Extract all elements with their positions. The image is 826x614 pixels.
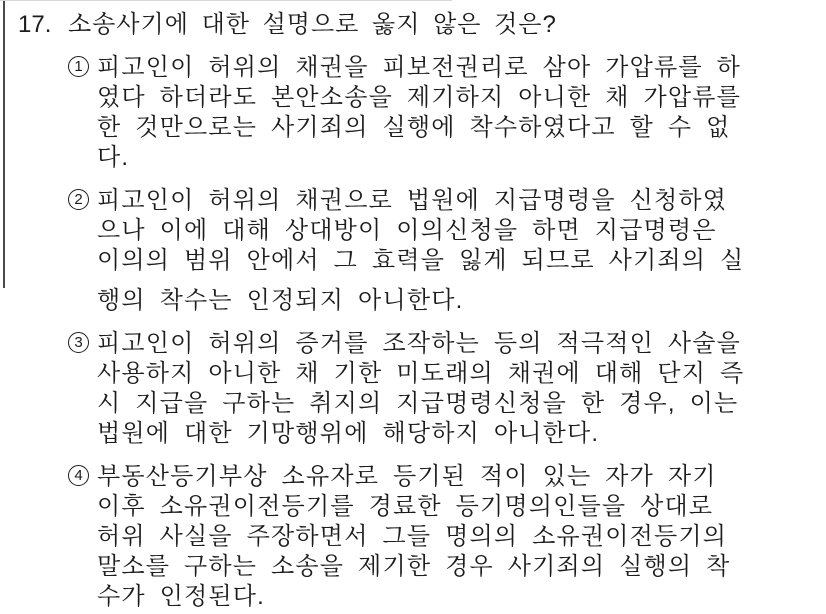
question-number: 17. [18, 11, 52, 38]
option-4-circled-number: 4 [68, 465, 89, 486]
page-left-rule [3, 0, 5, 288]
option-2-text [97, 186, 744, 316]
option-1-line: 였다 하더라도 본안소송을 제기하지 아니한 채 가압류를 [97, 84, 742, 111]
option-2 [68, 186, 818, 316]
option-2-line: 이의의 범위 안에서 그 효력을 잃게 되므로 사기죄의 실 [97, 247, 745, 274]
option-4-line: 부동산등기부상 소유자로 등기된 적이 있는 자가 자기 [97, 463, 717, 490]
option-1-text [97, 53, 741, 173]
question-title: 소송사기에 대한 설명으로 옳지 않은 것은? [68, 11, 557, 38]
option-2-line: 으나 이에 대해 상대방이 이의신청을 하면 지급명령은 [97, 217, 717, 244]
option-3 [68, 329, 818, 449]
option-4-line: 허위 사실을 주장하면서 그들 명의의 소유권이전등기의 [97, 523, 728, 550]
question-header [18, 10, 818, 40]
option-2-line: 피고인이 허위의 채권으로 법원에 지급명령을 신청하였 [97, 187, 728, 214]
exam-question-block [18, 10, 818, 612]
option-2-circled-number: 2 [68, 189, 89, 210]
option-3-line: 피고인이 허위의 증거를 조작하는 등의 적극적인 사술을 [97, 330, 742, 357]
option-1-line: 한 것만으로는 사기죄의 실행에 착수하였다고 할 수 없 [97, 114, 731, 141]
option-4-line: 이후 소유권이전등기를 경료한 등기명의인들을 상대로 [97, 493, 714, 520]
option-1-line: 다. [97, 144, 130, 171]
page-top-edge-line [0, 0, 452, 1]
option-4-line: 말소를 구하는 소송을 제기한 경우 사기죄의 실행의 착 [97, 553, 731, 580]
option-3-line: 법원에 대한 기망행위에 해당하지 아니한다. [97, 420, 600, 447]
option-1-line: 피고인이 허위의 채권을 피보전권리로 삼아 가압류를 하 [97, 54, 742, 81]
option-2-line: 행의 착수는 인정되지 아니한다. [97, 287, 464, 314]
option-4-text [97, 462, 731, 612]
option-1-circled-number: 1 [68, 56, 89, 77]
options-list [68, 53, 818, 612]
option-4-line: 수가 인정된다. [97, 583, 266, 610]
option-3-line: 사용하지 아니한 채 기한 미도래의 채권에 대해 단지 즉 [97, 360, 745, 387]
option-3-text [97, 329, 744, 449]
option-1 [68, 53, 818, 173]
option-4 [68, 462, 818, 612]
option-3-circled-number: 3 [68, 332, 89, 353]
option-3-line: 시 지급을 구하는 취지의 지급명령신청을 한 경우, 이는 [97, 390, 739, 417]
